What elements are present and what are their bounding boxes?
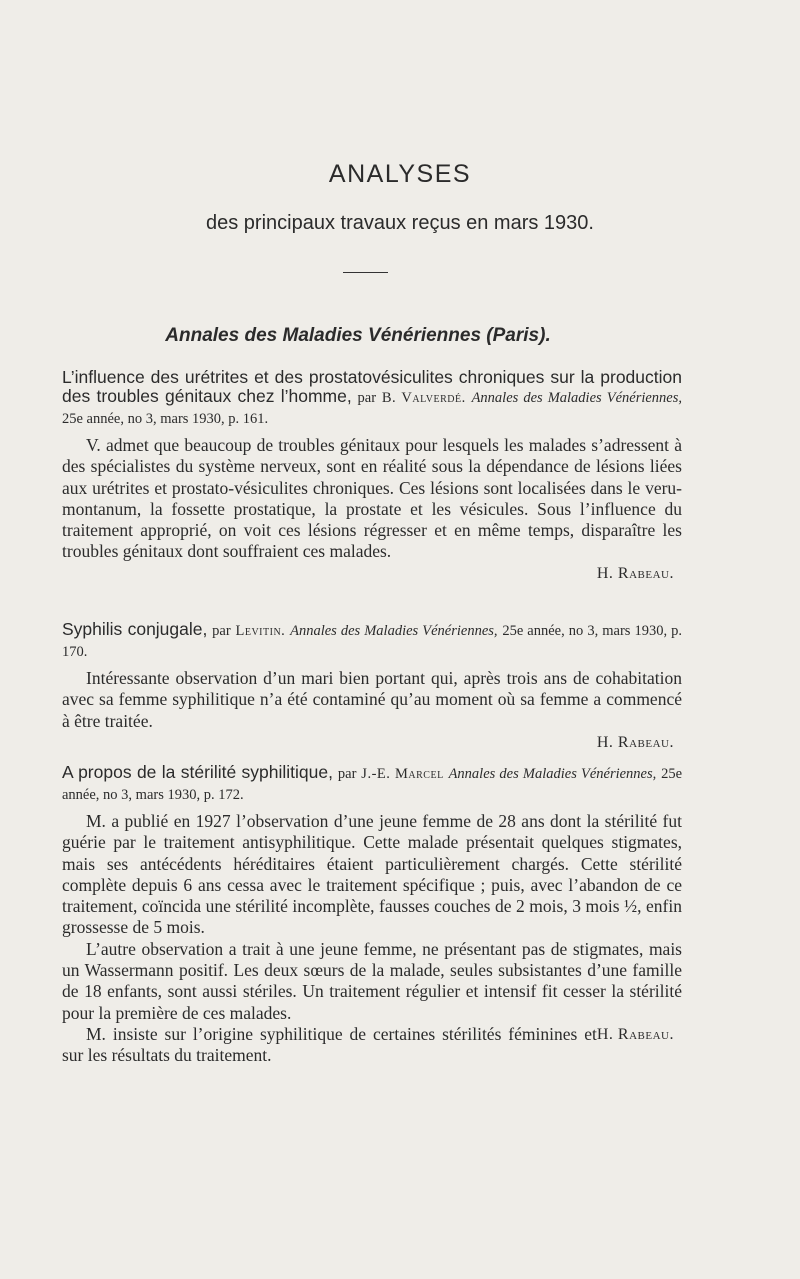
- article-2-body: [62, 668, 682, 732]
- article-1-signature: H. Rabeau.: [596, 564, 674, 582]
- article-1-author: B. Valverdé.: [381, 390, 466, 406]
- article-1-by: par: [357, 390, 377, 406]
- article-1-paragraph: V. admet que beaucoup de troubles génitaux pour lesquels les malades s’adressent à des spécialistes du système nerveux, sont en réalité sous la dépendance de lésions liées aux urétrites et prostato-vésiculites chroniques. Ces lésions sont localisées dans le veru-montanum, la fossette prostatique, la prostate et les vésicules. Sous l’influence du traitement approprié, on voit ces lésions régresser et en même temps, disparaître les troubles génitaux dont souffraient ces malades.: [62, 435, 682, 562]
- article-3-reference: [62, 763, 682, 805]
- article-3-paragraph-3-text: M. insiste sur l’origine syphilitique de certaines stérilités féminines et sur les résultats du traitement.: [62, 1023, 597, 1066]
- article-2-reference: [62, 620, 682, 662]
- page-title: ANALYSES: [328, 160, 472, 188]
- article-3-title: A propos de la stérilité syphilitique,: [62, 762, 333, 782]
- article-1-reference: [62, 368, 682, 429]
- article-3-details: 25e année, no 3, mars 1930, p. 172.: [62, 766, 683, 803]
- article-1-details: 25e année, no 3, mars 1930, p. 161.: [62, 411, 269, 427]
- article-1-source: Annales des Maladies Vénériennes,: [471, 390, 682, 406]
- article-3: [62, 763, 682, 1067]
- article-2-details: 25e année, no 3, mars 1930, p. 170.: [62, 623, 683, 660]
- article-2-title: Syphilis conjugale,: [62, 619, 208, 639]
- article-1-body: [62, 435, 682, 563]
- article-2-paragraph: Intéressante observation d’un mari bien portant qui, après trois ans de cohabitation avec sa femme syphilitique n’a été contaminé qu’au moment où sa femme a commencé à être traitée.: [62, 668, 682, 731]
- article-2-by: par: [212, 623, 231, 639]
- article-3-paragraph-3: [62, 1024, 682, 1067]
- article-1-title: L’influence des urétrites et des prostatovésiculites chroniques sur la production des troubles génitaux chez l’homme,: [62, 367, 682, 406]
- title-divider: [343, 272, 388, 273]
- article-2: [62, 620, 682, 753]
- article-3-paragraph-1: M. a publié en 1927 l’observation d’une jeune femme de 28 ans dont la stérilité fut guérie par le traitement antisyphilitique. Cette malade présentait quelques stigmates, mais ses antécédents héréditaires étaient particulièrement chargés. Cette stérilité complète depuis 6 ans cessa avec le traitement spécifique ; puis, avec l’abandon de ce traitement, coïncida une stérilité incomplète, fausses couches de 2 mois, 3 mois ½, enfin grossesse de 5 mois.: [62, 811, 682, 938]
- article-2-source: Annales des Maladies Vénériennes,: [290, 623, 498, 639]
- article-3-body: [62, 811, 682, 1067]
- article-3-by: par: [337, 766, 357, 782]
- article-3-source: Annales des Maladies Vénériennes,: [448, 766, 657, 782]
- article-2-signature: H. Rabeau.: [596, 733, 674, 751]
- article-1: [62, 368, 682, 584]
- article-3-paragraph-2: L’autre observation a trait à une jeune femme, ne présentant pas de stigmates, mais un Wassermann positif. Les deux sœurs de la malade, seules subsistantes d’une famille de 18 enfants, sont aussi stériles. Un traitement régulier et intensif fit cesser la stérilité pour la première de ces malades.: [62, 938, 682, 1023]
- article-3-signature: H. Rabeau.: [596, 1025, 674, 1043]
- article-2-author: Levitin.: [235, 623, 286, 639]
- page-subtitle: des principaux travaux reçus en mars 1930.: [206, 212, 594, 234]
- journal-heading: Annales des Maladies Vénériennes (Paris).: [165, 325, 551, 346]
- article-3-author: J.-E. Marcel: [361, 766, 444, 782]
